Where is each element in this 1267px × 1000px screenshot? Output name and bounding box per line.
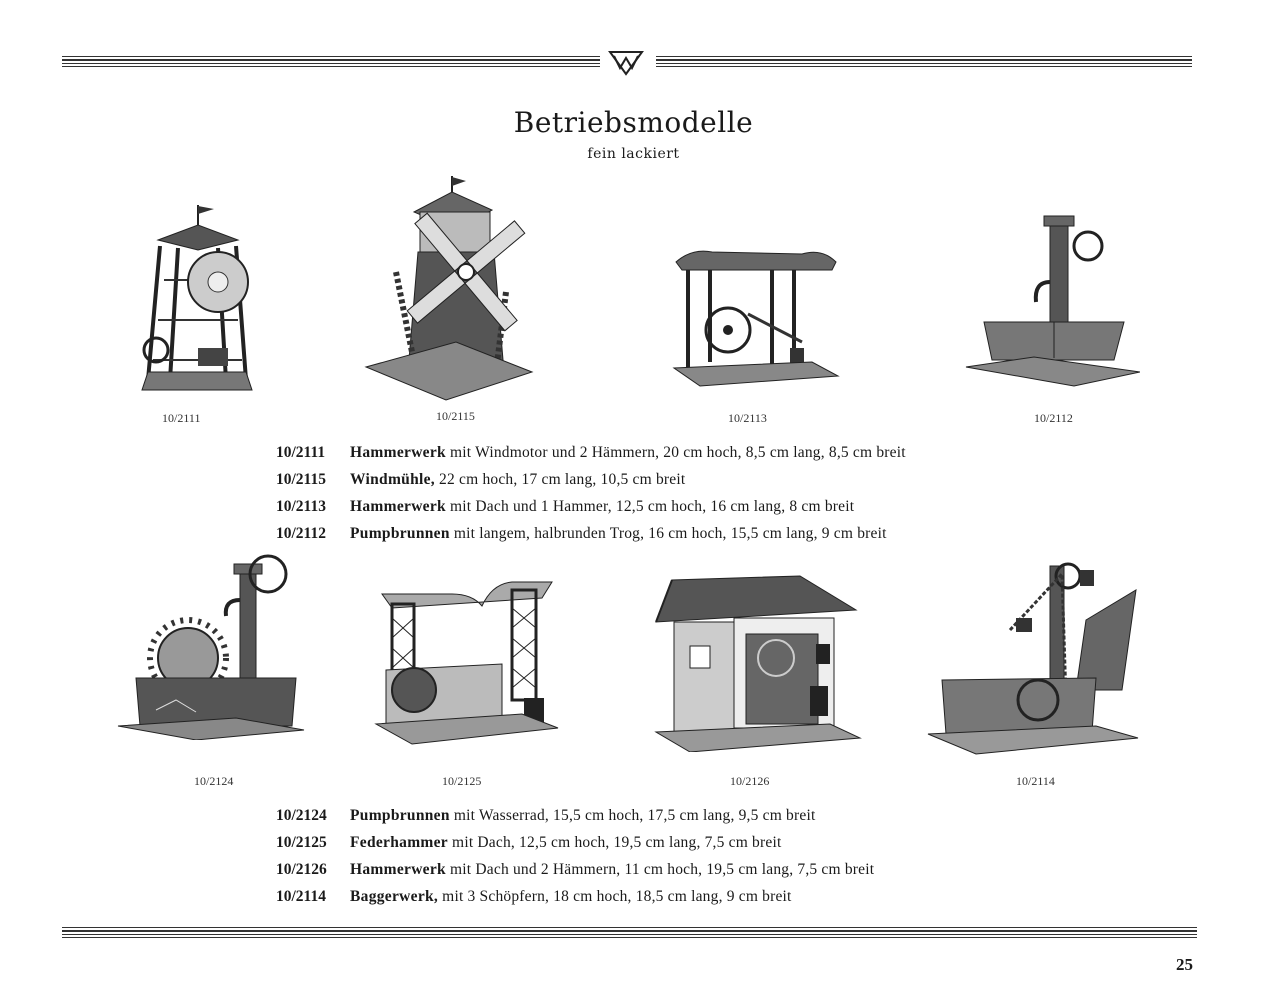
product-code-label: 10/2124 — [194, 774, 234, 788]
spec-description: mit langem, halbrunden Trog, 16 cm hoch, 15,5 cm lang, 9 cm breit — [449, 525, 887, 542]
spec-row — [276, 883, 874, 910]
page-subtitle: fein lackiert — [587, 146, 680, 162]
spec-description: mit Windmotor und 2 Hämmern, 20 cm hoch, 8,5 cm lang, 8,5 cm breit — [445, 444, 906, 461]
product-code-label: 10/2126 — [730, 774, 770, 788]
spec-row — [276, 856, 874, 883]
spec-row — [276, 829, 874, 856]
bottom-decorative-rule — [62, 927, 1197, 940]
spec-row — [276, 439, 906, 466]
spec-code: 10/2112 — [276, 525, 326, 542]
spec-row — [276, 802, 874, 829]
spec-name: Windmühle, — [350, 471, 435, 488]
spec-name: Hammerwerk — [350, 444, 446, 461]
model-illustration-hammerwerk-windmotor — [128, 200, 258, 396]
model-illustration-pumpbrunnen-trog — [964, 212, 1140, 390]
spec-code: 10/2124 — [276, 807, 327, 824]
product-code-label: 10/2125 — [442, 774, 482, 788]
spec-list-row-2 — [276, 802, 874, 910]
page-number: 25 — [1176, 955, 1193, 974]
product-code-label: 10/2112 — [1034, 411, 1073, 425]
brand-logo-icon — [608, 50, 644, 76]
spec-code: 10/2115 — [276, 471, 326, 488]
spec-row — [276, 493, 906, 520]
spec-name: Hammerwerk — [350, 861, 446, 878]
model-illustration-hammerwerk-dach — [672, 244, 840, 396]
spec-row — [276, 466, 906, 493]
spec-code: 10/2125 — [276, 834, 327, 851]
spec-name: Pumpbrunnen — [350, 525, 450, 542]
spec-name: Baggerwerk, — [350, 888, 439, 905]
spec-name: Hammerwerk — [350, 498, 446, 515]
spec-code: 10/2111 — [276, 444, 326, 461]
spec-code: 10/2113 — [276, 498, 326, 515]
spec-list-row-1 — [276, 439, 906, 547]
spec-description: mit Dach, 12,5 cm hoch, 19,5 cm lang, 7,5 cm breit — [447, 834, 782, 851]
product-code-label: 10/2115 — [436, 409, 475, 423]
spec-row — [276, 520, 906, 547]
spec-name: Pumpbrunnen — [350, 807, 450, 824]
model-illustration-hammerwerk-zwei-haemmer — [650, 574, 864, 752]
spec-description: mit Dach und 1 Hammer, 12,5 cm hoch, 16 cm lang, 8 cm breit — [445, 498, 855, 515]
product-code-label: 10/2114 — [1016, 774, 1055, 788]
spec-description: mit Wasserrad, 15,5 cm hoch, 17,5 cm lang, 9,5 cm breit — [449, 807, 816, 824]
spec-description: mit 3 Schöpfern, 18 cm hoch, 18,5 cm lang, 9 cm breit — [438, 888, 792, 905]
page-title: Betriebsmodelle — [513, 106, 754, 139]
model-illustration-windmuehle — [356, 172, 540, 402]
model-illustration-federhammer — [372, 578, 562, 750]
model-illustration-pumpbrunnen-wasserrad — [116, 550, 306, 740]
spec-description: mit Dach und 2 Hämmern, 11 cm hoch, 19,5 cm lang, 7,5 cm breit — [445, 861, 875, 878]
spec-code: 10/2114 — [276, 888, 326, 905]
product-code-label: 10/2113 — [728, 411, 767, 425]
spec-code: 10/2126 — [276, 861, 327, 878]
model-illustration-baggerwerk — [926, 560, 1142, 756]
product-code-label: 10/2111 — [162, 411, 201, 425]
spec-description: 22 cm hoch, 17 cm lang, 10,5 cm breit — [434, 471, 686, 488]
spec-name: Federhammer — [350, 834, 448, 851]
